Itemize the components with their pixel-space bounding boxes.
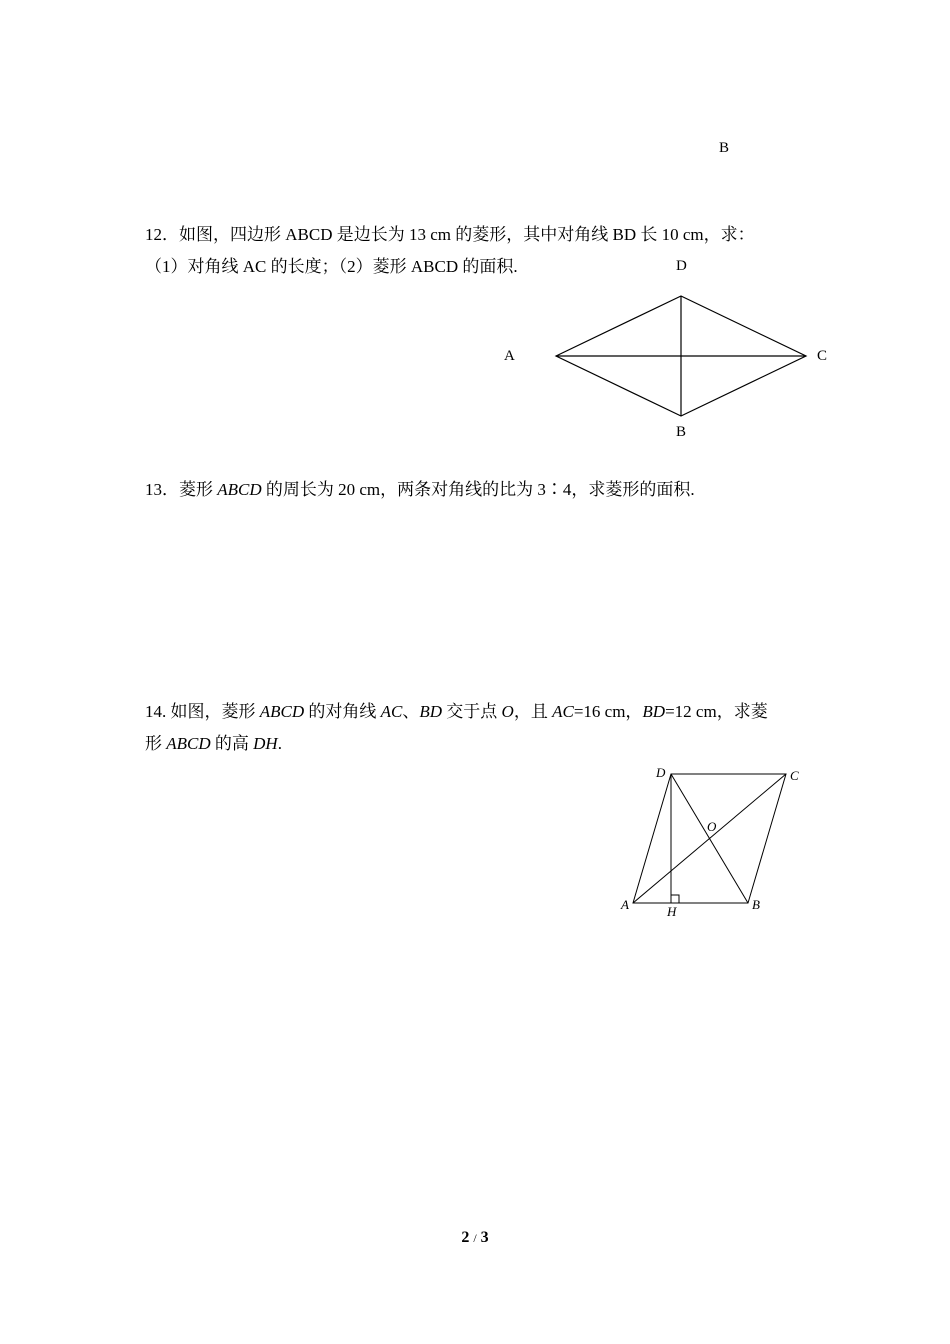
q14-label-b: B — [752, 897, 760, 912]
q14-rhombus-figure — [633, 774, 786, 903]
q14-val2: =12 cm，求菱 — [665, 702, 768, 721]
q14-mid2: 交于点 — [442, 702, 502, 721]
q14-mid1: 的对角线 — [304, 702, 381, 721]
q14-line2-mid: 的高 — [210, 734, 254, 753]
q14-name: ABCD — [259, 702, 305, 721]
q12-text-line1: 12．如图，四边形 ABCD 是边长为 13 cm 的菱形，其中对角线 BD 长 10 cm，求： — [145, 225, 755, 244]
q14-label-c: C — [790, 768, 799, 783]
q14-line2-end: . — [277, 734, 282, 753]
q14-dh: DH — [253, 734, 278, 753]
page-separator: / — [473, 1231, 477, 1245]
q14-ac2: AC — [552, 702, 574, 721]
q14-label-a: A — [621, 897, 629, 912]
q12-label-d: D — [676, 258, 687, 274]
page-total: 3 — [480, 1229, 489, 1246]
page-current: 2 — [461, 1229, 470, 1246]
page-number — [0, 1229, 950, 1247]
q13-name: ABCD — [217, 480, 262, 499]
q12-label-b: B — [676, 424, 687, 440]
q12-label-a: A — [504, 348, 515, 364]
q14-prefix: 14. 如图，菱形 — [145, 702, 260, 721]
q14-label-h: H — [667, 904, 677, 919]
q14-val1: =16 cm， — [573, 702, 643, 721]
q13-text — [145, 475, 695, 500]
q14-o: O — [501, 702, 514, 721]
q14-label-d: D — [656, 765, 666, 780]
q14-sep: 、 — [402, 702, 420, 721]
q14-text-line1 — [145, 697, 768, 722]
q14-bd2: BD — [642, 702, 666, 721]
q13-rest: 的周长为 20 cm，两条对角线的比为 3∶4，求菱形的面积. — [261, 480, 695, 499]
q12-label-c: C — [817, 348, 828, 364]
stray-label-b: B — [719, 140, 730, 156]
q14-line2-prefix: 形 — [145, 734, 167, 753]
q13-prefix: 13．菱形 — [145, 480, 218, 499]
q14-ac: AC — [380, 702, 403, 721]
q12-rhombus-figure — [556, 296, 806, 416]
q14-right-angle-mark — [671, 895, 679, 903]
q14-bd: BD — [419, 702, 443, 721]
q14-text-line2 — [145, 729, 282, 754]
q12-text-line2: （1）对角线 AC 的长度；（2）菱形 ABCD 的面积. — [145, 257, 518, 276]
q14-label-o: O — [707, 819, 717, 834]
q14-mid3: ，且 — [513, 702, 553, 721]
q14-diagonal-bd — [671, 774, 748, 903]
q14-name2: ABCD — [166, 734, 211, 753]
